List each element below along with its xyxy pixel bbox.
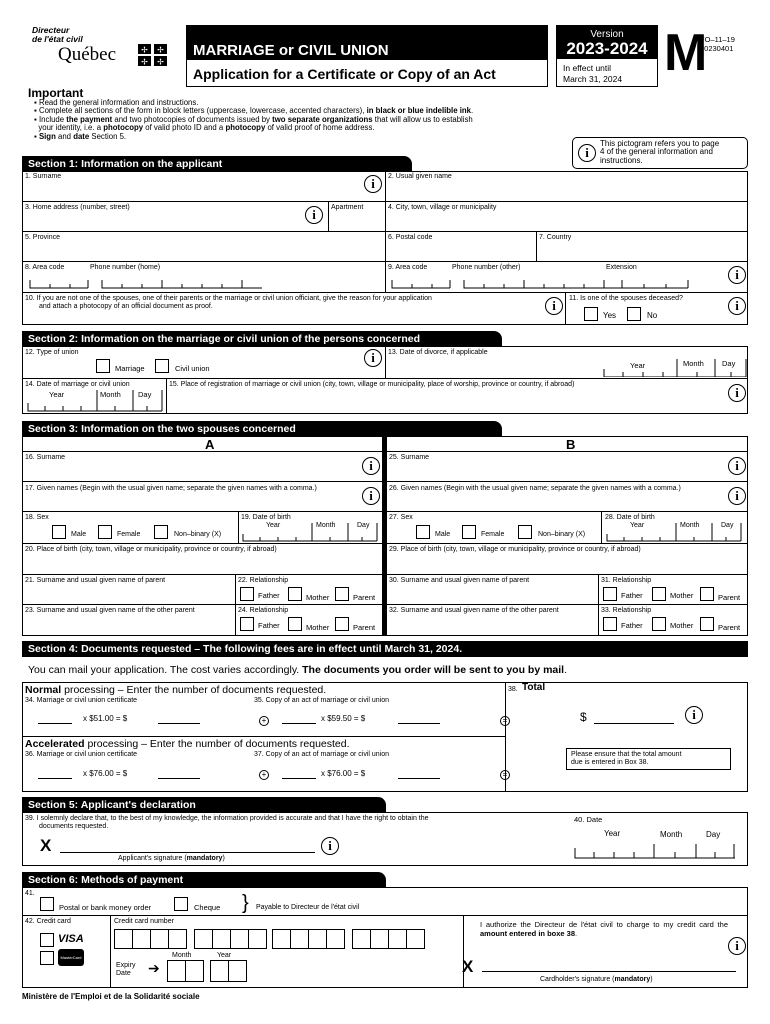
form-title: MARRIAGE or CIVIL UNION <box>193 42 389 59</box>
spouse-a-parent1-label: 21. Surname and usual given name of parent <box>25 577 166 584</box>
certificate-accel-amount[interactable] <box>158 767 200 779</box>
surname-label: 1. Surname <box>25 173 62 180</box>
certificate-normal-amount[interactable] <box>158 712 200 724</box>
spouse-a-rel1-father-checkbox[interactable] <box>240 587 254 601</box>
country-field[interactable] <box>540 242 744 259</box>
spouse-a-surname-field[interactable] <box>27 462 357 479</box>
date-month-label: Month <box>660 830 683 839</box>
applicant-signature-label: Applicant's signature (mandatory) <box>118 855 225 862</box>
brace-icon: } <box>242 892 249 914</box>
cardholder-signature-field[interactable] <box>482 960 736 972</box>
apartment-label: Apartment <box>331 204 364 211</box>
spouse-a-header: A <box>205 437 215 452</box>
spouse-a-rel2-parent-checkbox[interactable] <box>335 617 349 631</box>
marriage-date-label: 14. Date of marriage or civil union <box>25 381 130 388</box>
apartment-field[interactable] <box>331 213 383 229</box>
spouse-a-female-checkbox[interactable] <box>98 525 112 539</box>
spouse-b-dob-year-label: Year <box>630 522 645 529</box>
country-label: 7. Country <box>539 234 572 241</box>
authorization-text: I authorize the Directeur de l'état civil to charge to my credit card the amount entered in boxe 38. <box>480 920 728 938</box>
form-code: FO–11–19 <box>700 35 735 44</box>
info-icon[interactable]: i <box>364 349 382 367</box>
spouse-divider <box>382 436 387 636</box>
section5-header: Section 5: Applicant's declaration <box>22 797 386 812</box>
signature-x: X <box>40 836 52 855</box>
mother-label: Mother <box>670 591 694 600</box>
payment-method-number: 41. <box>25 890 35 897</box>
area-code-label: 8. Area code <box>25 264 65 271</box>
home-address-label: 3. Home address (number, street) <box>25 204 130 211</box>
total-number-label: 38. <box>508 686 518 693</box>
total-reminder-note: Please ensure that the total amount due is entered in Box 38. <box>566 748 731 770</box>
spouse-b-given-names-field[interactable] <box>391 494 721 509</box>
info-icon[interactable]: i <box>364 175 382 193</box>
applicant-signature-field[interactable] <box>60 840 315 853</box>
phone-home-field[interactable] <box>28 273 263 289</box>
money-order-label: Postal or bank money order <box>59 903 152 912</box>
father-label: Father <box>258 621 280 630</box>
spouse-b-female-label: Female <box>481 531 505 538</box>
equals-operator: = <box>500 716 510 726</box>
mastercard-checkbox[interactable] <box>40 951 54 965</box>
spouse-a-dob-field[interactable] <box>242 521 380 542</box>
spouse-b-nonbinary-checkbox[interactable] <box>518 525 532 539</box>
extension-label: Extension <box>606 264 637 271</box>
visa-checkbox[interactable] <box>40 933 54 947</box>
deceased-no-checkbox[interactable] <box>627 307 641 321</box>
area-code-other-label: 9. Area code <box>388 264 428 271</box>
postal-code-field[interactable] <box>390 242 532 259</box>
spouse-a-birthplace-field[interactable] <box>27 555 377 572</box>
accelerated-processing-title: Accelerated processing – Enter the number of documents requested. <box>25 738 350 750</box>
city-label: 4. City, town, village or municipality <box>388 204 497 211</box>
credit-card-label: 42. Credit card <box>25 918 71 925</box>
spouse-a-parent2-label: 23. Surname and usual given name of the other parent <box>25 607 195 614</box>
info-icon[interactable]: i <box>362 457 380 475</box>
info-icon[interactable]: i <box>685 706 703 724</box>
copy-normal-amount[interactable] <box>398 712 440 724</box>
info-icon[interactable]: i <box>728 266 746 284</box>
postal-code-label: 6. Postal code <box>388 234 433 241</box>
cheque-checkbox[interactable] <box>174 897 188 911</box>
father-label: Father <box>621 621 643 630</box>
version-label: Version <box>590 29 624 40</box>
money-order-checkbox[interactable] <box>40 897 54 911</box>
certificate-accel-qty[interactable] <box>38 767 72 779</box>
given-name-label: 2. Usual given name <box>388 173 452 180</box>
spouse-b-dob-label: 28. Date of birth <box>605 514 655 521</box>
price-76-label: x $76.00 = $ <box>83 769 128 778</box>
spouse-b-dob-month-label: Month <box>680 522 700 529</box>
spouse-a-nonbinary-label: Non–binary (X) <box>174 531 222 538</box>
spouse-b-surname-field[interactable] <box>391 462 721 479</box>
total-dollar: $ <box>580 710 587 724</box>
info-icon[interactable]: i <box>362 487 380 505</box>
version-number: 2023-2024 <box>566 39 648 58</box>
deceased-yes-checkbox[interactable] <box>584 307 598 321</box>
info-icon[interactable]: i <box>321 837 339 855</box>
spouse-a-parent2-field[interactable] <box>27 616 232 633</box>
spouse-a-sex-label: 18. Sex <box>25 514 49 521</box>
section3-header: Section 3: Information on the two spouses concerned <box>22 421 502 436</box>
section4-intro: You can mail your application. The cost varies accordingly. The documents you order will be sent to you by mail. <box>28 664 568 676</box>
spouse-a-rel1-mother-checkbox[interactable] <box>288 587 302 601</box>
phone-home-label: Phone number (home) <box>90 264 161 271</box>
card-number-label: Credit card number <box>114 918 174 925</box>
yes-label: Yes <box>603 311 617 320</box>
spouse-b-parent1-label: 30. Surname and usual given name of parent <box>389 577 530 584</box>
spouse-b-rel1-parent-checkbox[interactable] <box>700 587 714 601</box>
spouse-b-relationship2-label: 33. Relationship <box>601 607 652 614</box>
effective-line2: March 31, 2024 <box>563 74 623 84</box>
given-name-field[interactable] <box>390 181 744 199</box>
spouse-b-male-checkbox[interactable] <box>416 525 430 539</box>
logo-line2: de l'état civil <box>32 34 83 44</box>
spouse-a-relationship2-label: 24. Relationship <box>238 607 289 614</box>
info-icon[interactable]: i <box>728 297 746 315</box>
spouse-a-dob-day-label: Day <box>357 522 370 529</box>
section6-header: Section 6: Methods of payment <box>22 872 386 887</box>
spouse-a-male-label: Male <box>71 531 87 538</box>
place-registration-field[interactable] <box>170 391 720 411</box>
svg-text:✢: ✢ <box>157 57 164 66</box>
mastercard-logo-icon: MasterCard <box>58 949 84 966</box>
parent-label: Parent <box>353 623 376 632</box>
total-amount-field[interactable] <box>594 710 674 724</box>
section4-header: Section 4: Documents requested – The following fees are in effect until March 31, 2024. <box>28 643 463 655</box>
deceased-label: 11. Is one of the spouses deceased? <box>569 295 683 302</box>
cardholder-signature-label: Cardholder's signature (mandatory) <box>540 976 653 983</box>
civil-union-checkbox[interactable] <box>155 359 169 373</box>
marriage-year-label: Year <box>49 390 65 399</box>
home-address-field[interactable] <box>27 212 299 229</box>
province-field[interactable] <box>27 242 381 259</box>
civil-union-label: Civil union <box>175 364 210 373</box>
info-icon: i <box>578 144 596 162</box>
mother-label: Mother <box>306 593 330 602</box>
spouse-a-parent1-field[interactable] <box>27 586 232 602</box>
spouse-b-rel1-mother-checkbox[interactable] <box>652 587 666 601</box>
effective-line1: In effect until <box>563 63 612 73</box>
svg-text:✢: ✢ <box>141 57 148 66</box>
equals-operator: = <box>500 770 510 780</box>
mother-label: Mother <box>670 621 694 630</box>
marriage-month-label: Month <box>100 390 121 399</box>
union-type-label: 12. Type of union <box>25 349 79 356</box>
spouse-b-parent2-field[interactable] <box>391 616 596 633</box>
logo-wordmark: Québec <box>58 44 117 65</box>
section1-header: Section 1: Information on the applicant <box>22 156 412 171</box>
city-field[interactable] <box>390 212 744 229</box>
spouse-a-surname-label: 16. Surname <box>25 454 66 461</box>
title-box <box>186 25 548 87</box>
declaration-text: 39. I solemnly declare that, to the best of my knowledge, the information provided is accurate and that I have the right to obtain the documents requested. <box>25 815 429 830</box>
marriage-date-field[interactable] <box>27 388 164 412</box>
certificate-normal-label: 34. Marriage or civil union certificate <box>25 697 138 704</box>
spouse-b-parent2-label: 32. Surname and usual given name of the other parent <box>389 607 559 614</box>
spouse-b-given-names-label: 26. Given names (Begin with the usual given name; separate the given names with a comma.) <box>389 485 681 492</box>
spouse-b-dob-field[interactable] <box>606 521 746 542</box>
cheque-label: Cheque <box>194 903 221 912</box>
divorce-month-label: Month <box>683 359 704 368</box>
parent-label: Parent <box>353 593 376 602</box>
spouse-a-female-label: Female <box>117 531 141 538</box>
spouse-b-female-checkbox[interactable] <box>462 525 476 539</box>
total-label: Total <box>522 682 546 693</box>
visa-logo-icon: VISA <box>58 933 84 945</box>
expiry-label: Expiry Date <box>116 962 136 977</box>
expiry-date-field[interactable] <box>167 960 247 982</box>
card-signature-x: X <box>462 957 474 976</box>
parent-label: Parent <box>718 623 741 632</box>
copy-normal-qty[interactable] <box>282 712 316 724</box>
form-date-code: 20230401 <box>700 44 734 53</box>
date-day-label: Day <box>706 830 721 839</box>
copy-accel-qty[interactable] <box>282 767 316 779</box>
phone-other-label: Phone number (other) <box>452 264 521 271</box>
marriage-day-label: Day <box>138 390 152 399</box>
divorce-year-label: Year <box>630 361 646 370</box>
spouse-a-rel1-parent-checkbox[interactable] <box>335 587 349 601</box>
divorce-date-label: 13. Date of divorce, if applicable <box>388 349 488 356</box>
spouse-a-nonbinary-checkbox[interactable] <box>154 525 168 539</box>
spouse-b-rel1-father-checkbox[interactable] <box>603 587 617 601</box>
mother-label: Mother <box>306 623 330 632</box>
copy-accel-amount[interactable] <box>398 767 440 779</box>
certificate-normal-qty[interactable] <box>38 712 72 724</box>
spouse-a-relationship1-label: 22. Relationship <box>238 577 289 584</box>
version-box <box>556 25 658 87</box>
spouse-b-rel2-father-checkbox[interactable] <box>603 617 617 631</box>
expiry-year-label: Year <box>217 952 232 959</box>
info-icon[interactable]: i <box>728 384 746 402</box>
spouse-a-rel2-father-checkbox[interactable] <box>240 617 254 631</box>
father-label: Father <box>258 591 280 600</box>
form-letter: M <box>664 24 708 82</box>
spouse-a-given-names-field[interactable] <box>27 494 357 509</box>
logo-line1: Directeur <box>32 25 70 35</box>
expiry-month-label: Month <box>172 952 192 959</box>
spouse-b-male-label: Male <box>435 531 451 538</box>
plus-operator: + <box>259 770 269 780</box>
surname-field[interactable] <box>27 181 357 199</box>
price-59-label: x $59.50 = $ <box>321 714 366 723</box>
card-number-field[interactable] <box>114 929 454 949</box>
info-icon[interactable]: i <box>305 206 323 224</box>
info-icon[interactable]: i <box>728 937 746 955</box>
normal-processing-title: Normal processing – Enter the number of documents requested. <box>25 684 327 696</box>
price-51-label: x $51.00 = $ <box>83 714 128 723</box>
reason-label: 10. If you are not one of the spouses, one of their parents or the marriage or civil union officiant, give the reason for your application and attach a photocopy of an official document as proof. <box>25 295 432 310</box>
spouse-b-nonbinary-label: Non–binary (X) <box>538 531 586 538</box>
svg-text:✢: ✢ <box>141 45 148 55</box>
spouse-a-male-checkbox[interactable] <box>52 525 66 539</box>
ministry-footer: Ministère de l'Emploi et de la Solidarité sociale <box>22 992 200 1001</box>
spouse-a-rel2-mother-checkbox[interactable] <box>288 617 302 631</box>
arrow-right-icon: ➔ <box>148 960 160 976</box>
place-registration-label: 15. Place of registration of marriage or civil union (city, town, village or municipality, place of worship, province or country, if abroad) <box>169 381 575 388</box>
payable-to-label: Payable to Directeur de l'état civil <box>256 904 360 911</box>
info-icon[interactable]: i <box>728 487 746 505</box>
copy-normal-label: 35. Copy of an act of marriage or civil union <box>254 697 390 704</box>
spouse-a-birthplace-label: 20. Place of birth (city, town, village or municipality, province or country, if abroad) <box>25 546 277 553</box>
price-76-copy-label: x $76.00 = $ <box>321 769 366 778</box>
plus-operator: + <box>259 716 269 726</box>
spouse-a-dob-month-label: Month <box>316 522 336 529</box>
copy-accel-label: 37. Copy of an act of marriage or civil union <box>254 751 390 758</box>
spouse-b-rel2-mother-checkbox[interactable] <box>652 617 666 631</box>
important-title: Important <box>28 86 84 100</box>
declaration-date-field[interactable] <box>574 838 736 860</box>
spouse-b-birthplace-field[interactable] <box>391 555 741 572</box>
province-label: 5. Province <box>25 234 61 241</box>
important-list: ▪ Read the general information and instructions. ▪ Complete all sections of the form in block letters (uppercase, lowercase, accented characters), in black or blue indelible ink. ▪ Include the payment and two photocopies of documents issued by two separate organizations that will allow us to establish your identity, i.e. a photocopy of valid photo ID and a photocopy of valid proof of home address. ▪ Sign and date Section 5. <box>34 98 474 141</box>
no-label: No <box>647 311 658 320</box>
divorce-day-label: Day <box>722 359 736 368</box>
pictogram-note: i This pictogram refers you to page 4 of the general information and instructions. <box>572 137 748 169</box>
certificate-accel-label: 36. Marriage or civil union certificate <box>25 751 138 758</box>
spouse-b-rel2-parent-checkbox[interactable] <box>700 617 714 631</box>
father-label: Father <box>621 591 643 600</box>
spouse-b-dob-day-label: Day <box>721 522 734 529</box>
spouse-b-parent1-field[interactable] <box>391 586 596 602</box>
date-label: 40. Date <box>574 815 603 824</box>
divorce-date-field[interactable] <box>603 357 747 377</box>
spouse-a-given-names-label: 17. Given names (Begin with the usual given name; separate the given names with a comma.) <box>25 485 317 492</box>
spouse-b-header: B <box>566 437 576 452</box>
date-year-label: Year <box>604 829 621 838</box>
info-icon[interactable]: i <box>545 297 563 315</box>
form-subtitle: Application for a Certificate or Copy of an Act <box>193 66 496 82</box>
marriage-checkbox[interactable] <box>96 359 110 373</box>
parent-label: Parent <box>718 593 741 602</box>
info-icon[interactable]: i <box>728 457 746 475</box>
svg-text:✢: ✢ <box>157 45 164 55</box>
spouse-a-dob-label: 19. Date of birth <box>241 514 291 521</box>
spouse-b-sex-label: 27. Sex <box>389 514 413 521</box>
fleur-de-lis-flag-icon <box>138 44 168 66</box>
marriage-label: Marriage <box>115 364 145 373</box>
spouse-b-surname-label: 25. Surname <box>389 454 430 461</box>
spouse-b-birthplace-label: 29. Place of birth (city, town, village or municipality, province or country, if abroad) <box>389 546 641 553</box>
phone-other-field[interactable] <box>390 273 690 289</box>
spouse-a-dob-year-label: Year <box>266 522 281 529</box>
spouse-b-relationship1-label: 31. Relationship <box>601 577 652 584</box>
section2-header: Section 2: Information on the marriage or civil union of the persons concerned <box>22 331 502 346</box>
